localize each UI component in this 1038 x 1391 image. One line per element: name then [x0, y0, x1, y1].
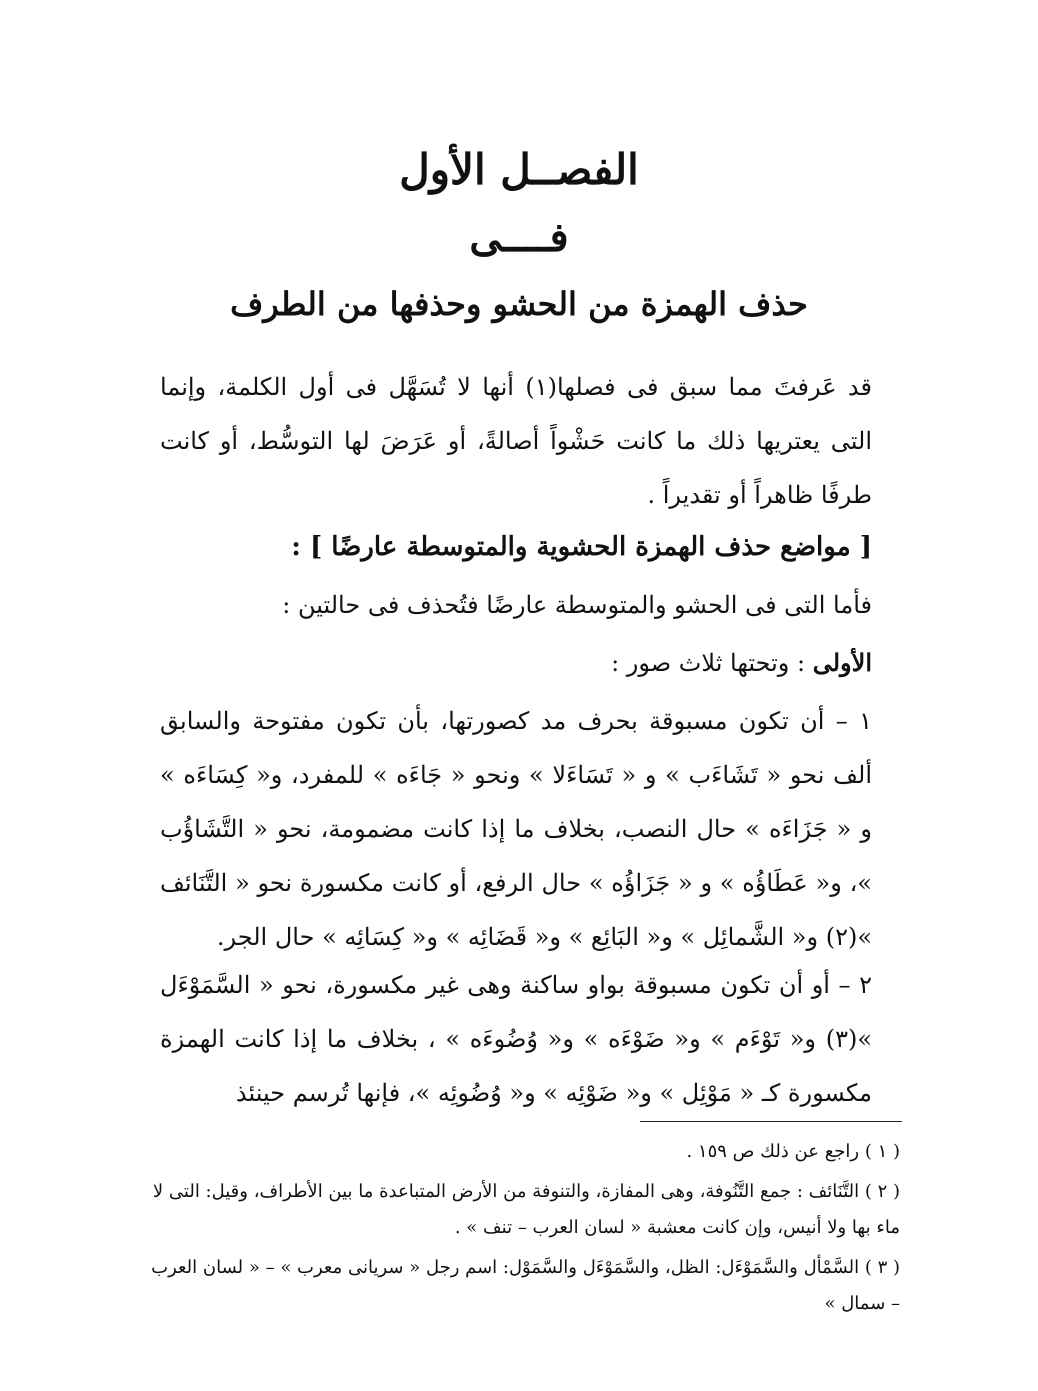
- numbered-item-1: ١ – أن تكون مسبوقة بحرف مد كصورتها، بأن تكون مفتوحة والسابق ألف نحو « تَشَاءَب » و « تَسَاءَلا » ونحو « جَاءَه » للمفرد، و« كِسَاءَه » و « جَزَاءَه » حال النصب، بخلاف ما إذا كانت مضمومة، نحو « التَّشَاؤُب »، و« عَطَاؤُه » و « جَزَاؤُه » حال الرفع، أو كانت مكسورة نحو « التَّنَائف »(٢) و« الشَّمائِل » و« البَائِع » و« قَضَائِه » و« كِسَائِه » حال الجر.: [160, 707, 872, 951]
- section-lead: فأما التى فى الحشو والمتوسطة عارضًا فتُحذف فى حالتين :: [282, 591, 872, 619]
- numbered-item-2: ٢ – أو أن تكون مسبوقة بواو ساكنة وهى غير مكسورة، نحو « السَّمَوْءَل »(٣) و« تَوْءَم » و« ضَوْءَه » و« وُضُوءَه » ، بخلاف ما إذا كانت الهمزة مكسورة كـ « مَوْئِل » و« ضَوْئِه » و« وُضُوئِه »، فإنها تُرسم حينئذ: [160, 971, 872, 1107]
- chapter-subtitle: حذف الهمزة من الحشو وحذفها من الطرف: [230, 285, 808, 323]
- intro-paragraph: قد عَرفتَ مما سبق فى فصلها(١) أنها لا تُسَهَّل فى أول الكلمة، وإنما التى يعتريها ذلك ما كانت حَشْواً أصالةً، أو عَرَضَ لها التوسُّط، أو كانت طرفًا ظاهراً أو تقديراً .: [160, 373, 873, 509]
- footnote-1: ( ١ ) راجع عن ذلك ص ١٥٩ .: [686, 1141, 900, 1162]
- section-heading: [ مواضع حذف الهمزة الحشوية والمتوسطة عارضًا ] :: [291, 532, 872, 562]
- chapter-title: الفصــل الأول: [399, 145, 639, 194]
- footnote-3: ( ٣ ) السَّمْأل والسَّمَوْءَل: الظل، والسَّمَوْءَل والسَّمَوْل: اسم رجل « سريانى معرب » – « لسان العرب – سمال »: [151, 1257, 900, 1314]
- footnote-divider: [640, 1121, 902, 1122]
- footnotes: [148, 1134, 900, 1326]
- footnote-2: ( ٢ ) التَّنَائف : جمع التَّنُوفة، وهى المفازة، والتنوفة من الأرض المتباعدة ما بين الأطراف، وقيل: التى لا ماء بها ولا أنيس، وإن كانت معشبة « لسان العرب – تنف » .: [152, 1181, 900, 1238]
- first-case-line: [160, 636, 872, 690]
- first-case-text: : وتحتها ثلاث صور :: [611, 649, 813, 677]
- first-case-label: الأولى: [812, 648, 872, 677]
- chapter-connector: فــــى: [469, 214, 569, 261]
